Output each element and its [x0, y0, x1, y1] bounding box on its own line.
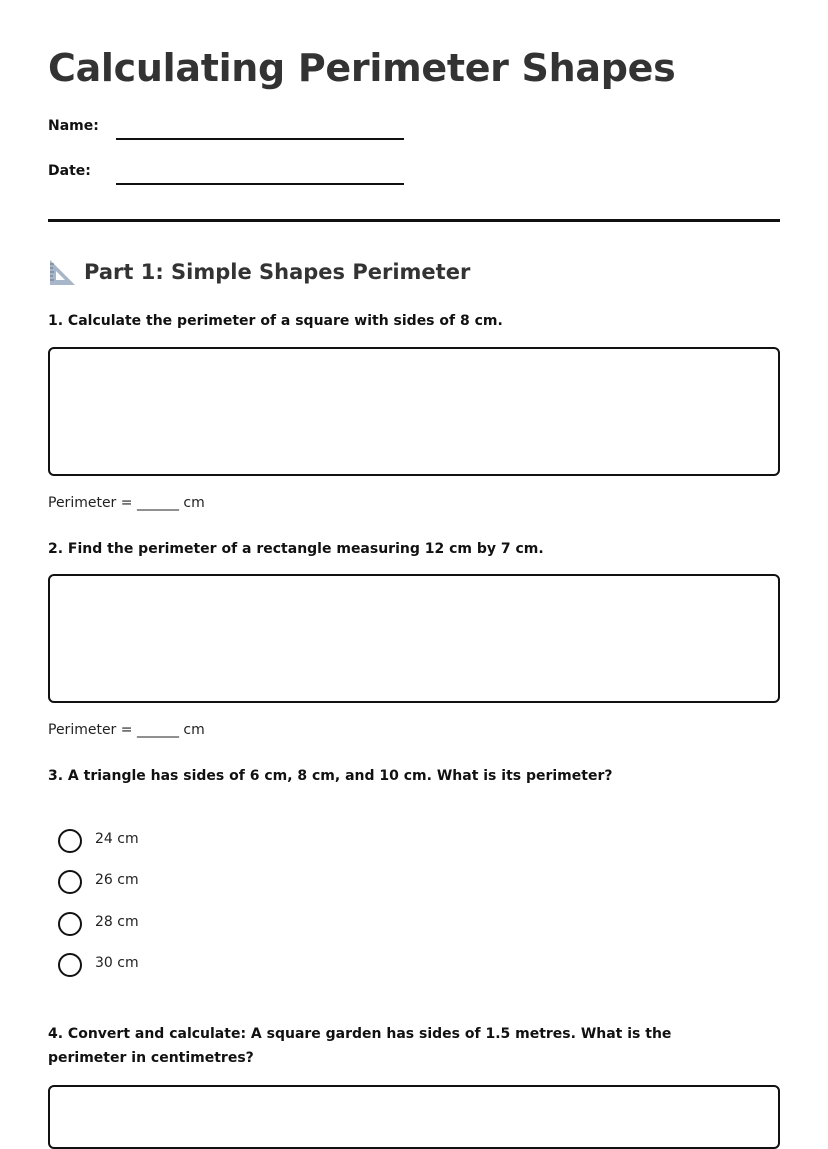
radio-button[interactable] [58, 953, 82, 977]
question-3-text: 3. A triangle has sides of 6 cm, 8 cm, and 10 cm. What is its perimeter? [48, 768, 613, 784]
name-input[interactable] [116, 138, 404, 140]
question-1-answer-box[interactable] [48, 347, 780, 476]
perimeter-prefix: Perimeter = [48, 722, 137, 738]
question-2-answer-box[interactable] [48, 574, 780, 703]
radio-button[interactable] [58, 829, 82, 853]
perimeter-blank[interactable]: ______ [136, 722, 179, 738]
question-4-answer-box[interactable] [48, 1085, 780, 1149]
option-label: 30 cm [95, 955, 139, 971]
date-field-row [48, 163, 408, 193]
radio-button[interactable] [58, 870, 82, 894]
question-3-option-2[interactable] [58, 870, 258, 896]
name-field-row [48, 118, 408, 148]
option-label: 28 cm [95, 914, 139, 930]
perimeter-prefix: Perimeter = [48, 495, 137, 511]
question-3-option-1[interactable] [58, 829, 258, 855]
question-2-text: 2. Find the perimeter of a rectangle measuring 12 cm by 7 cm. [48, 541, 544, 557]
header-divider [48, 219, 780, 222]
perimeter-unit: cm [178, 722, 205, 738]
perimeter-blank[interactable]: ______ [136, 495, 179, 511]
triangle-ruler-icon [48, 258, 76, 286]
name-label: Name: [48, 118, 99, 134]
question-1-perimeter-line [48, 495, 205, 511]
option-label: 26 cm [95, 872, 139, 888]
section-title: Part 1: Simple Shapes Perimeter [84, 260, 471, 284]
question-3-option-4[interactable] [58, 953, 258, 979]
question-4-text: 4. Convert and calculate: A square garden has sides of 1.5 metres. What is the perimeter in centimetres? [48, 1026, 672, 1066]
question-3-option-3[interactable] [58, 912, 258, 938]
page-title: Calculating Perimeter Shapes [48, 46, 676, 90]
radio-button[interactable] [58, 912, 82, 936]
date-input[interactable] [116, 183, 404, 185]
question-1-text: 1. Calculate the perimeter of a square with sides of 8 cm. [48, 313, 503, 329]
question-2-perimeter-line [48, 722, 205, 738]
option-label: 24 cm [95, 831, 139, 847]
date-label: Date: [48, 163, 91, 179]
perimeter-unit: cm [178, 495, 205, 511]
